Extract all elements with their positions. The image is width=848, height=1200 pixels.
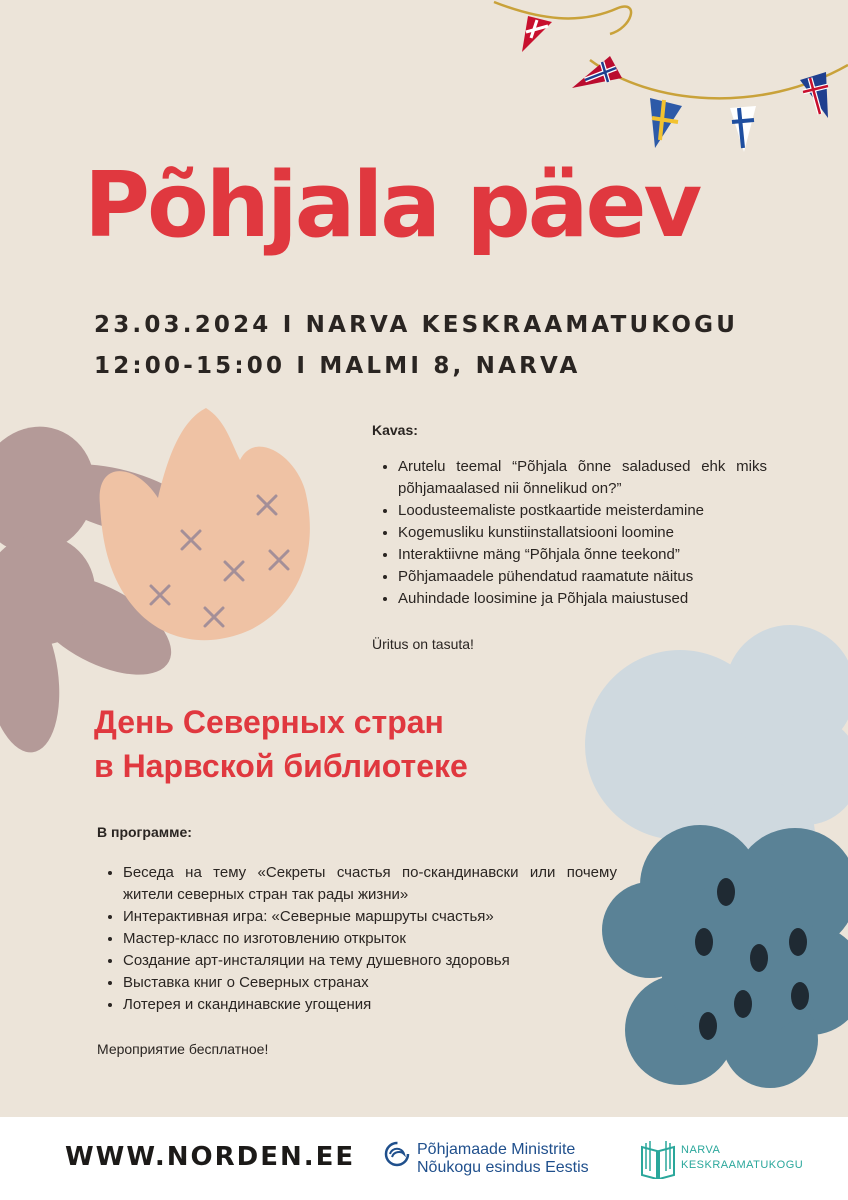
denmark-flag-icon	[522, 16, 552, 52]
list-item: • Беседа на тему «Секреты счастья по-скандинавски или почему жители северных стран так рады жизни»	[123, 862, 617, 906]
list-item: • Мастер-класс по изготовлению открыток	[123, 928, 617, 950]
ministers-line1: Põhjamaade Ministrite	[417, 1141, 576, 1158]
date-venue-line: 23.03.2024 I NARVA KESKRAAMATUKOGU	[94, 312, 739, 338]
russian-title	[94, 700, 468, 788]
library-line2: KESKRAAMATUKOGU	[681, 1159, 804, 1171]
russian-program-heading: В программе:	[97, 824, 192, 840]
russian-title-line1: День Северных стран	[94, 704, 444, 740]
blue-flower-decoration	[602, 825, 848, 1088]
list-item: • Põhjamaadele pühendatud raamatute näitus	[398, 566, 767, 588]
ministers-line2: Nõukogu esindus Eestis	[417, 1159, 589, 1176]
russian-free-note: Мероприятие бесплатное!	[97, 1041, 269, 1057]
library-line1: NARVA	[681, 1144, 721, 1156]
list-item: • Interaktiivne mäng “Põhjala õnne teekond”	[398, 544, 767, 566]
website-link[interactable]: WWW.NORDEN.EE	[65, 1142, 356, 1172]
finland-flag-icon	[730, 106, 756, 152]
estonian-program-section	[372, 422, 767, 652]
nordic-council-swirl-logo-icon	[384, 1141, 410, 1167]
russian-program-section	[97, 824, 617, 1057]
list-item: • Auhindade loosimine ja Põhjala maiustused	[398, 588, 767, 610]
page-title: Põhjala päev	[84, 153, 700, 258]
russian-title-line2: в Нарвской библиотеке	[94, 748, 468, 784]
footer	[0, 1117, 848, 1200]
list-item: • Выставка книг о Северных странах	[123, 972, 617, 994]
library-logo-text	[681, 1143, 803, 1173]
estonian-program-heading: Kavas:	[372, 422, 418, 438]
time-address-line: 12:00-15:00 I MALMI 8, NARVA	[94, 353, 581, 379]
list-item: • Loodusteemaliste postkaartide meisterdamine	[398, 500, 767, 522]
norway-flag-icon	[572, 56, 622, 88]
list-item: • Интерактивная игра: «Северные маршруты счастья»	[123, 906, 617, 928]
sweden-flag-icon	[650, 98, 682, 148]
estonian-free-note: Üritus on tasuta!	[372, 636, 474, 652]
list-item: • Arutelu teemal “Põhjala õnne saladused ehk miks põhjamaalased nii õnnelikud on?”	[398, 456, 767, 500]
list-item: • Создание арт-инсталяции на тему душевного здоровья	[123, 950, 617, 972]
iceland-flag-icon	[800, 72, 828, 118]
russian-program-list	[97, 862, 617, 1016]
estonian-program-list	[372, 456, 767, 610]
list-item: • Лотерея и скандинавские угощения	[123, 994, 617, 1016]
nordic-council-logo-text	[417, 1141, 589, 1177]
library-book-logo-icon	[640, 1139, 676, 1179]
flag-bunting	[494, 2, 848, 152]
list-item: • Kogemusliku kunstiinstallatsiooni loomine	[398, 522, 767, 544]
